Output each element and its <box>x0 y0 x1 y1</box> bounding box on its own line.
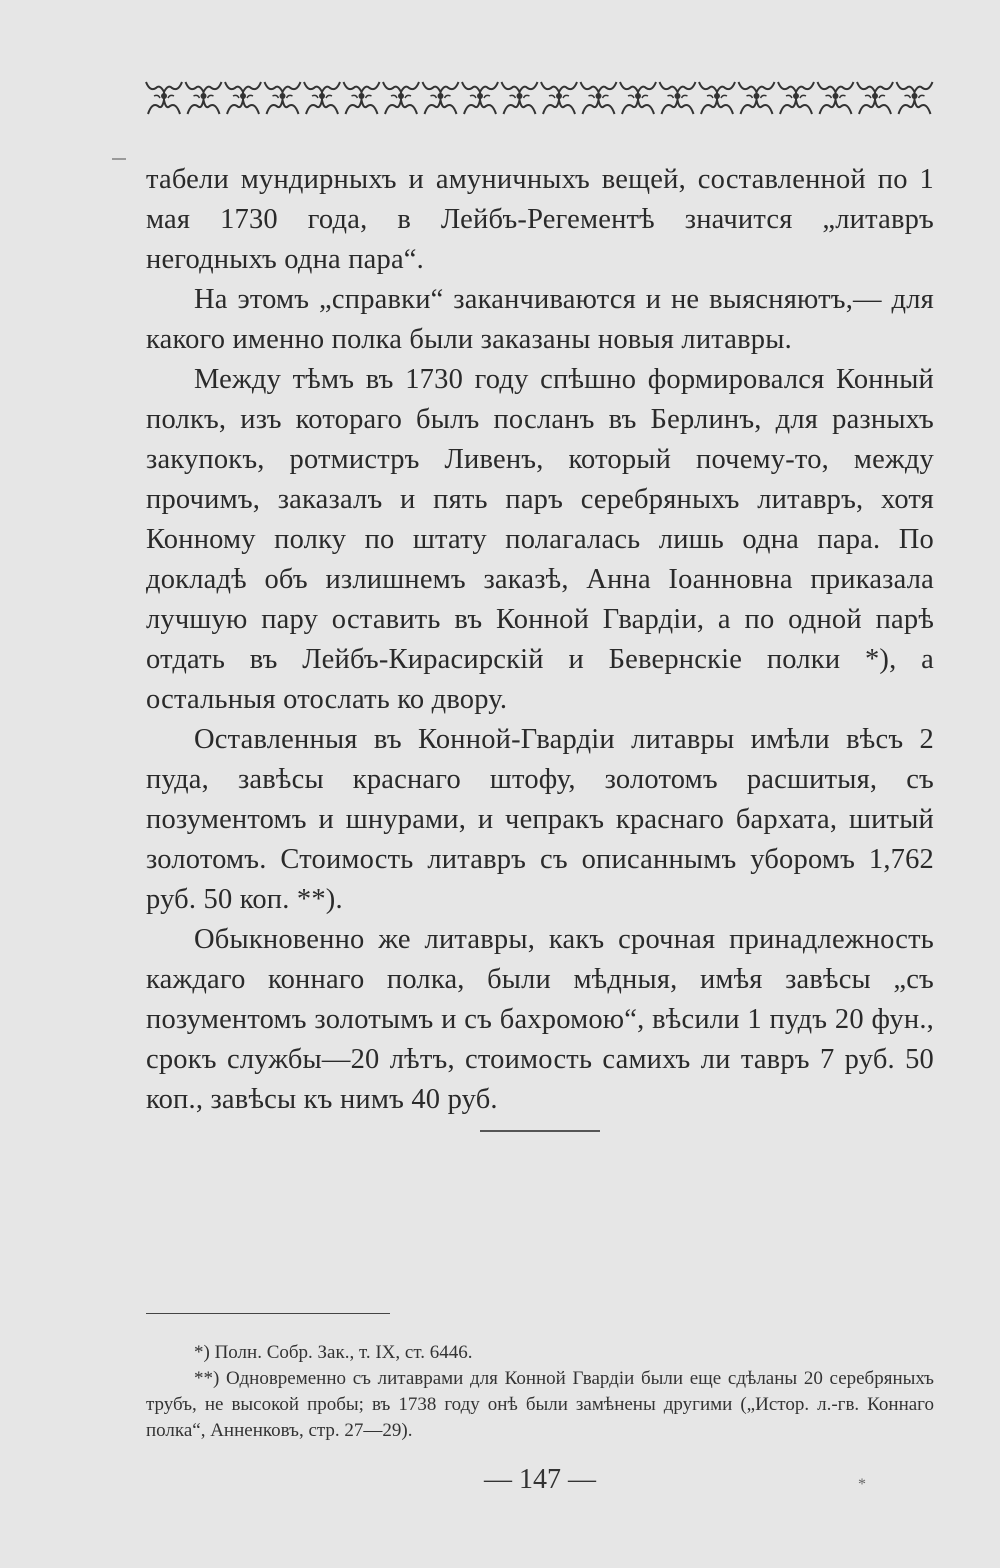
ornament-motif <box>581 82 617 114</box>
ornament-motif <box>502 82 538 114</box>
ornament-motif <box>660 82 696 114</box>
footnotes <box>146 1340 934 1444</box>
ornament-motif <box>225 82 261 114</box>
ornament-motif <box>304 82 340 114</box>
ornament-motif <box>146 82 182 114</box>
paragraph: На этомъ „справки“ заканчиваются и не выясняютъ,— для какого именно полка были заказаны новыя литавры. <box>146 284 934 355</box>
ornament-motif <box>857 82 893 114</box>
ornament-motif <box>265 82 301 114</box>
ornament-motif <box>344 82 380 114</box>
paragraph: Между тѣмъ въ 1730 году спѣшно формировался Конный полкъ, изъ котораго былъ посланъ въ Берлинъ, для разныхъ закупокъ, ротмистръ Ливенъ, который почему-то, между прочимъ, заказалъ и пять паръ серебряныхъ литавръ, хотя Конному полку по штату полагалась лишь одна пара. По докладѣ объ излишнемъ заказѣ, Анна Іоанновна приказала лучшую пару оставить въ Конной Гвардіи, а по одной парѣ отдать въ Лейбъ-Кирасирскій и Бевернскіе полки *), а остальныя отослать ко двору. <box>146 364 934 715</box>
margin-mark <box>112 158 126 160</box>
footnote: *) Полн. Собр. Зак., т. IX, ст. 6446. <box>194 1342 473 1363</box>
ornament-motif <box>739 82 775 114</box>
ornament-motif <box>818 82 854 114</box>
ornament-motif <box>186 82 222 114</box>
ornament-motif <box>620 82 656 114</box>
ornamental-header-band <box>144 78 934 118</box>
ornament-motif <box>778 82 814 114</box>
footnote: **) Одновременно съ литаврами для Конной Гвардіи были еще сдѣланы 20 серебряныхъ трубъ, не высокой пробы; въ 1738 году онѣ были замѣнены другими („Истор. л.-гв. Коннаго полка“, Анненковъ, стр. 27—29). <box>146 1368 934 1441</box>
section-separator <box>480 1130 600 1132</box>
ornament-motif <box>699 82 735 114</box>
ornament-motif <box>897 82 933 114</box>
main-text <box>146 160 934 1120</box>
corner-mark: * <box>858 1476 866 1493</box>
paragraph-continued: табели мундирныхъ и амуничныхъ вещей, составленной по 1 мая 1730 года, в Лейбъ-Регементѣ значится „литавръ негодныхъ одна пара“. <box>146 164 934 275</box>
paragraph: Обыкновенно же литавры, какъ срочная принадлежность каждаго коннаго полка, были мѣдныя, имѣя завѣсы „съ позументомъ золотымъ и съ бахромою“, вѣсили 1 пудъ 20 фун., срокъ службы—20 лѣтъ, стоимость самихъ ли тавръ 7 руб. 50 коп., завѣсы къ нимъ 40 руб. <box>146 924 934 1115</box>
ornament-motif <box>383 82 419 114</box>
ornament-motif <box>462 82 498 114</box>
ornament-motif <box>541 82 577 114</box>
paragraph: Оставленныя въ Конной-Гвардіи литавры имѣли вѣсъ 2 пуда, завѣсы краснаго штофу, золотомъ расшитыя, съ позументомъ и шнурами, и чепракъ краснаго бархата, шитый золотомъ. Стоимость литавръ съ описаннымъ уборомъ 1,762 руб. 50 коп. **). <box>146 724 934 915</box>
footnote-rule <box>146 1313 390 1314</box>
page-number: — 147 — <box>484 1464 596 1495</box>
ornament-motif <box>423 82 459 114</box>
